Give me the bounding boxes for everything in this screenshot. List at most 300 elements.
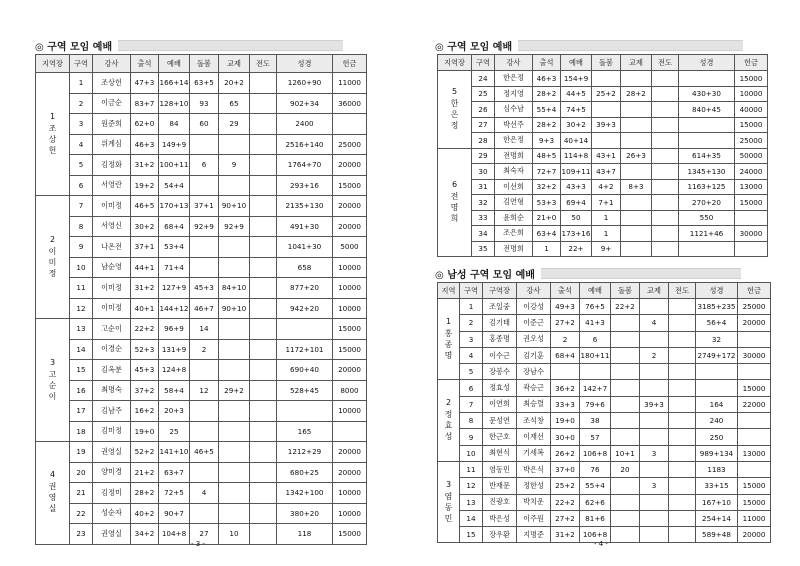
table-cell: 34+2 xyxy=(131,524,159,545)
table-cell: 1342+100 xyxy=(277,483,333,504)
table-cell: 조은희 xyxy=(495,226,533,242)
table-cell: 26+3 xyxy=(621,148,652,164)
table-cell xyxy=(611,429,640,445)
table-row xyxy=(438,148,768,164)
table-cell: 지명준 xyxy=(517,527,551,543)
table-cell xyxy=(679,241,735,257)
table-cell xyxy=(611,331,640,347)
table-cell: 5 xyxy=(460,364,483,380)
column-header: 출석 xyxy=(131,55,159,73)
table-cell xyxy=(640,380,669,396)
table-cell: 남순영 xyxy=(93,257,131,278)
table-cell: 27+2 xyxy=(551,315,580,331)
table-cell: 심수남 xyxy=(495,102,533,118)
table-cell: 63+7 xyxy=(159,462,190,483)
table-cell: 84 xyxy=(159,114,190,135)
table-cell xyxy=(250,462,277,483)
table-cell xyxy=(190,401,219,422)
table-cell: 17 xyxy=(70,401,93,422)
region-leader: 4권영실 xyxy=(36,442,70,545)
table-cell: 22+2 xyxy=(551,494,580,510)
table-cell: 8000 xyxy=(333,380,367,401)
table-row xyxy=(36,380,367,401)
table-cell: 10000 xyxy=(333,483,367,504)
table-cell xyxy=(640,364,669,380)
table-cell: 30+2 xyxy=(561,117,592,133)
page-right xyxy=(400,0,800,566)
table-cell xyxy=(669,494,696,510)
table-cell: 13 xyxy=(70,319,93,340)
table-cell: 942+20 xyxy=(277,298,333,319)
table-cell xyxy=(669,331,696,347)
table-cell: 1345+130 xyxy=(679,164,735,180)
table-cell: 4 xyxy=(190,483,219,504)
table-cell: 528+45 xyxy=(277,380,333,401)
column-header: 지역장 xyxy=(438,55,472,71)
column-header: 교제 xyxy=(640,283,669,299)
table-cell xyxy=(669,527,696,543)
table-cell: 100+11 xyxy=(159,155,190,176)
table-row xyxy=(438,210,768,226)
table-cell xyxy=(652,195,679,211)
table-cell: 32 xyxy=(696,331,738,347)
table-cell: 최명숙 xyxy=(93,380,131,401)
table-cell: 27+2 xyxy=(551,510,580,526)
table-cell: 52+2 xyxy=(131,442,159,463)
table-cell: 7 xyxy=(460,396,483,412)
heading-text: ◎ 구역 모임 예배 xyxy=(35,41,113,53)
table-cell: 54+4 xyxy=(159,175,190,196)
table-cell: 49+3 xyxy=(551,299,580,315)
table-cell: 46+5 xyxy=(131,196,159,217)
table-cell: 50 xyxy=(561,210,592,226)
table-cell xyxy=(652,117,679,133)
table-cell: 1163+125 xyxy=(679,179,735,195)
table-cell: 29 xyxy=(219,114,250,135)
table-cell: 690+40 xyxy=(277,360,333,381)
table-cell: 15000 xyxy=(735,117,768,133)
table-row xyxy=(36,114,367,135)
table-cell: 11000 xyxy=(738,510,771,526)
table-cell: 9+ xyxy=(592,241,621,257)
table-cell: 4+2 xyxy=(592,179,621,195)
table-cell: 15000 xyxy=(735,195,768,211)
table-cell xyxy=(190,257,219,278)
table-cell xyxy=(611,315,640,331)
table-cell: 10000 xyxy=(333,298,367,319)
table-cell: 15 xyxy=(460,527,483,543)
table-row xyxy=(438,478,771,494)
table-cell: 10 xyxy=(70,257,93,278)
table-cell xyxy=(640,413,669,429)
table-row xyxy=(36,257,367,278)
table-cell: 이준근 xyxy=(517,315,551,331)
table-cell xyxy=(738,461,771,477)
table-cell: 2 xyxy=(640,347,669,363)
table-cell: 12 xyxy=(460,478,483,494)
table-cell: 250 xyxy=(696,429,738,445)
table-cell: 44+1 xyxy=(131,257,159,278)
table-cell xyxy=(611,347,640,363)
table-cell: 92+9 xyxy=(219,216,250,237)
table-cell: 최승렬 xyxy=(517,396,551,412)
table-cell xyxy=(738,413,771,429)
table-cell: 24 xyxy=(472,71,495,87)
table-row xyxy=(438,71,768,87)
table-cell: 96+9 xyxy=(159,319,190,340)
table-row xyxy=(438,133,768,149)
heading-bar xyxy=(541,268,741,279)
table-cell xyxy=(190,462,219,483)
table-cell: 33+15 xyxy=(696,478,738,494)
table-cell: 19 xyxy=(70,442,93,463)
table-cell xyxy=(250,483,277,504)
table-cell: 31+2 xyxy=(131,155,159,176)
table-cell xyxy=(219,421,250,442)
table-cell: 4 xyxy=(70,134,93,155)
table-cell xyxy=(652,86,679,102)
table-cell xyxy=(219,134,250,155)
table-cell: 4 xyxy=(640,315,669,331)
column-header: 구역장 xyxy=(483,283,517,299)
table-cell: 권오성 xyxy=(517,331,551,347)
table-cell: 165 xyxy=(277,421,333,442)
table-row xyxy=(438,364,771,380)
table-cell: 2516+140 xyxy=(277,134,333,155)
table-cell xyxy=(738,429,771,445)
table-cell xyxy=(190,421,219,442)
table-cell: 25+2 xyxy=(551,478,580,494)
region-leader: 1홍종명 xyxy=(438,299,460,380)
table-cell: 37+1 xyxy=(190,196,219,217)
table-cell: 2 xyxy=(70,93,93,114)
table-cell: 이강성 xyxy=(517,299,551,315)
table-cell: 이미정 xyxy=(93,298,131,319)
table-cell: 52+3 xyxy=(131,339,159,360)
table-cell xyxy=(250,298,277,319)
table-cell: 20000 xyxy=(333,360,367,381)
table-cell: 877+20 xyxy=(277,278,333,299)
table-cell: 50000 xyxy=(735,148,768,164)
table-cell xyxy=(669,429,696,445)
table-cell: 63+4 xyxy=(533,226,561,242)
table-cell: 10 xyxy=(219,524,250,545)
table-cell: 장남수 xyxy=(517,364,551,380)
table-cell: 7+1 xyxy=(592,195,621,211)
table-cell: 28+2 xyxy=(533,86,561,102)
table-cell: 10+1 xyxy=(611,445,640,461)
table-cell: 18 xyxy=(70,421,93,442)
table-cell: 240 xyxy=(696,413,738,429)
table-cell xyxy=(333,114,367,135)
table-cell: 118 xyxy=(277,524,333,545)
table-cell: 기세복 xyxy=(517,445,551,461)
table-cell xyxy=(621,117,652,133)
table-cell: 서영신 xyxy=(93,216,131,237)
table-cell: 이경순 xyxy=(93,339,131,360)
table-cell xyxy=(640,494,669,510)
table-cell: 28+2 xyxy=(131,483,159,504)
table-cell: 1 xyxy=(460,299,483,315)
table-cell: 41+3 xyxy=(580,315,611,331)
table-cell xyxy=(190,360,219,381)
table-cell: 20000 xyxy=(333,196,367,217)
table-cell: 6 xyxy=(580,331,611,347)
table-cell xyxy=(219,257,250,278)
table-cell: 4 xyxy=(460,347,483,363)
table-cell: 염동민 xyxy=(483,461,517,477)
column-header: 구역 xyxy=(460,283,483,299)
table-cell: 최숙자 xyxy=(495,164,533,180)
table-cell: 20000 xyxy=(738,527,771,543)
table-cell: 40000 xyxy=(735,102,768,118)
table-cell: 47+3 xyxy=(131,73,159,94)
table-cell: 45+3 xyxy=(190,278,219,299)
table-cell: 19+0 xyxy=(551,413,580,429)
table-cell xyxy=(696,380,738,396)
table-cell: 20+2 xyxy=(219,73,250,94)
table-cell: 15000 xyxy=(735,71,768,87)
table-cell: 167+10 xyxy=(696,494,738,510)
table-cell xyxy=(592,71,621,87)
table-row xyxy=(438,164,768,180)
table-row xyxy=(438,510,771,526)
table-cell: 나온전 xyxy=(93,237,131,258)
table-cell xyxy=(679,117,735,133)
table-cell: 68+4 xyxy=(551,347,580,363)
table-cell xyxy=(669,380,696,396)
table-cell: 93 xyxy=(190,93,219,114)
table-cell: 69+4 xyxy=(561,195,592,211)
table-cell xyxy=(640,299,669,315)
table-cell: 조일중 xyxy=(483,299,517,315)
table-cell xyxy=(611,527,640,543)
table-cell: 김기태 xyxy=(483,315,517,331)
table-cell: 김남주 xyxy=(93,401,131,422)
table-cell xyxy=(219,360,250,381)
table-cell: 270+20 xyxy=(679,195,735,211)
table-cell xyxy=(652,133,679,149)
men-meeting-table xyxy=(437,282,771,543)
table-cell xyxy=(611,364,640,380)
table-cell: 김미정 xyxy=(93,421,131,442)
table-cell: 430+30 xyxy=(679,86,735,102)
table-cell xyxy=(219,462,250,483)
table-cell: 홍종명 xyxy=(483,331,517,347)
table-cell: 22000 xyxy=(738,396,771,412)
table-cell: 30000 xyxy=(738,347,771,363)
table-cell: 149+9 xyxy=(159,134,190,155)
column-header: 구역 xyxy=(70,55,93,73)
table-cell: 한은정 xyxy=(495,133,533,149)
table-row xyxy=(36,93,367,114)
table-cell: 44+5 xyxy=(561,86,592,102)
table-cell: 25 xyxy=(472,86,495,102)
table-cell xyxy=(735,210,768,226)
table-cell: 35 xyxy=(472,241,495,257)
table-cell: 20000 xyxy=(333,155,367,176)
table-cell: 전명희 xyxy=(495,148,533,164)
region-leader: 3고순이 xyxy=(36,319,70,442)
table-row xyxy=(36,175,367,196)
table-cell: 3185+235 xyxy=(696,299,738,315)
heading-bar xyxy=(118,40,343,51)
table-cell: 9 xyxy=(219,155,250,176)
page-number: - 4 - xyxy=(594,540,608,548)
column-header: 돌봄 xyxy=(190,55,219,73)
table-cell xyxy=(621,241,652,257)
table-cell xyxy=(621,226,652,242)
table-cell: 62+6 xyxy=(580,494,611,510)
table-cell xyxy=(669,510,696,526)
table-cell: 26 xyxy=(472,102,495,118)
table-cell xyxy=(250,155,277,176)
table-cell: 20000 xyxy=(738,315,771,331)
table-cell: 5000 xyxy=(333,237,367,258)
table-cell: 1260+90 xyxy=(277,73,333,94)
table-cell xyxy=(621,71,652,87)
table-cell: 114+8 xyxy=(561,148,592,164)
table-cell: 37+2 xyxy=(131,380,159,401)
table-cell: 박치운 xyxy=(517,494,551,510)
table-cell: 이미정 xyxy=(93,196,131,217)
table-cell: 12 xyxy=(190,380,219,401)
table-cell: 1764+70 xyxy=(277,155,333,176)
table-cell: 10000 xyxy=(735,86,768,102)
heading-text: ◎ 구역 모임 예배 xyxy=(435,41,513,53)
table-cell xyxy=(652,210,679,226)
table-cell: 72+7 xyxy=(533,164,561,180)
table-cell: 57 xyxy=(580,429,611,445)
table-row xyxy=(438,195,768,211)
table-cell: 30000 xyxy=(735,226,768,242)
table-cell: 90+7 xyxy=(159,503,190,524)
table-cell: 13000 xyxy=(738,445,771,461)
table-cell: 83+7 xyxy=(131,93,159,114)
table-cell xyxy=(611,413,640,429)
table-cell: 이연희 xyxy=(483,396,517,412)
column-header: 전도 xyxy=(652,55,679,71)
table-cell xyxy=(219,237,250,258)
table-cell: 43+1 xyxy=(592,148,621,164)
table-cell: 15 xyxy=(70,360,93,381)
table-cell xyxy=(219,483,250,504)
table-cell xyxy=(250,134,277,155)
table-cell xyxy=(640,461,669,477)
table-row xyxy=(36,462,367,483)
table-cell: 39+3 xyxy=(592,117,621,133)
table-cell xyxy=(277,319,333,340)
table-cell: 27 xyxy=(472,117,495,133)
table-cell: 1 xyxy=(70,73,93,94)
table-cell xyxy=(333,421,367,442)
region-leader: 1조상헌 xyxy=(36,73,70,196)
table-cell: 2400 xyxy=(277,114,333,135)
table-cell: 3 xyxy=(70,114,93,135)
table-cell: 1 xyxy=(592,226,621,242)
table-header-row xyxy=(438,55,768,71)
table-row xyxy=(438,380,771,396)
column-header: 성경 xyxy=(277,55,333,73)
table-row xyxy=(438,102,768,118)
column-header: 구역 xyxy=(472,55,495,71)
table-cell: 1 xyxy=(592,210,621,226)
table-cell: 김기훈 xyxy=(517,347,551,363)
table-cell xyxy=(621,164,652,180)
table-row xyxy=(36,483,367,504)
table-cell xyxy=(640,331,669,347)
table-cell xyxy=(250,401,277,422)
heading-text: ◎ 남성 구역 모임 예배 xyxy=(435,269,535,281)
table-cell: 15000 xyxy=(333,339,367,360)
table-cell xyxy=(640,527,669,543)
column-header: 교제 xyxy=(621,55,652,71)
table-cell: 이선희 xyxy=(495,179,533,195)
table-cell xyxy=(652,102,679,118)
table-row xyxy=(438,241,768,257)
table-cell: 곽승근 xyxy=(517,380,551,396)
table-row xyxy=(438,117,768,133)
table-cell xyxy=(669,299,696,315)
table-cell: 46+7 xyxy=(190,298,219,319)
table-cell xyxy=(250,339,277,360)
table-cell: 124+8 xyxy=(159,360,190,381)
table-cell xyxy=(190,134,219,155)
table-cell: 92+9 xyxy=(190,216,219,237)
table-cell: 22 xyxy=(70,503,93,524)
table-cell: 정지영 xyxy=(495,86,533,102)
table-cell xyxy=(250,503,277,524)
table-cell: 한은정 xyxy=(495,71,533,87)
table-cell: 32+2 xyxy=(533,179,561,195)
table-cell xyxy=(250,380,277,401)
table-cell: 15000 xyxy=(333,175,367,196)
table-cell: 25000 xyxy=(738,299,771,315)
column-header: 지역 xyxy=(438,283,460,299)
table-cell: 최현식 xyxy=(483,445,517,461)
table-cell: 22+2 xyxy=(611,299,640,315)
table-cell: 윤희순 xyxy=(495,210,533,226)
table-cell: 김옥분 xyxy=(93,360,131,381)
table-cell: 31 xyxy=(472,179,495,195)
table-row xyxy=(438,461,771,477)
table-cell: 37+1 xyxy=(131,237,159,258)
column-header: 돌봄 xyxy=(611,283,640,299)
table-cell: 43+3 xyxy=(561,179,592,195)
table-cell xyxy=(669,413,696,429)
table-cell xyxy=(669,347,696,363)
table-cell: 정효성 xyxy=(483,380,517,396)
table-cell: 128+10 xyxy=(159,93,190,114)
region-leader: 5한은정 xyxy=(438,71,472,149)
table-cell: 53+3 xyxy=(533,195,561,211)
column-header: 헌금 xyxy=(333,55,367,73)
table-cell: 3 xyxy=(640,478,669,494)
table-cell: 22+2 xyxy=(131,319,159,340)
cell-meeting-table-right xyxy=(437,54,768,257)
table-cell: 13000 xyxy=(735,179,768,195)
table-row xyxy=(36,237,367,258)
table-cell: 40+1 xyxy=(131,298,159,319)
table-cell xyxy=(652,148,679,164)
table-cell: 131+9 xyxy=(159,339,190,360)
table-row xyxy=(438,226,768,242)
table-cell xyxy=(190,503,219,524)
table-cell xyxy=(250,360,277,381)
table-row xyxy=(36,401,367,422)
table-cell: 72+5 xyxy=(159,483,190,504)
table-cell xyxy=(219,319,250,340)
